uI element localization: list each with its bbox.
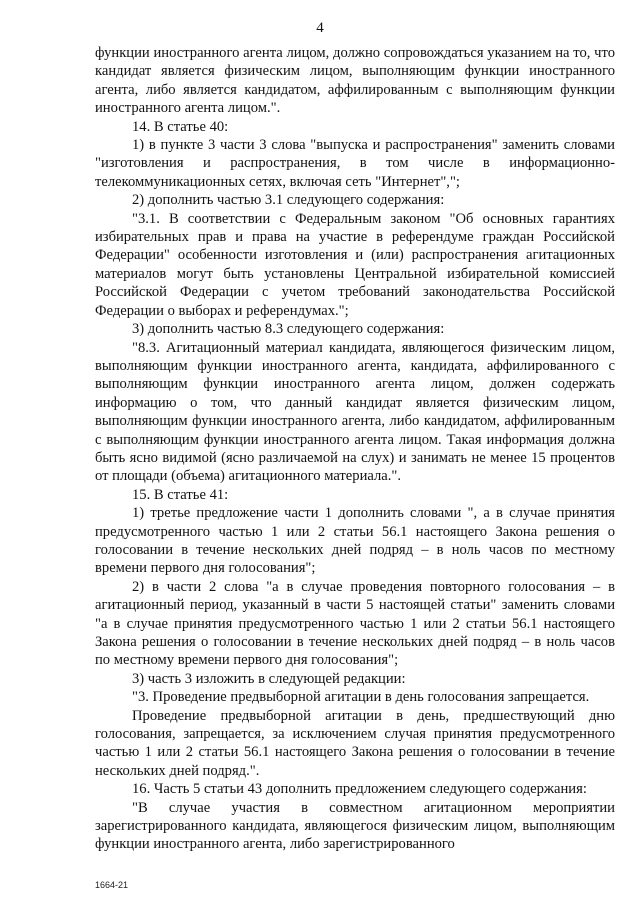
page-number: 4 xyxy=(316,20,324,36)
paragraph: "3.1. В соответствии с Федеральным законом "Об основных гарантиях избирательных прав и права на участие в референдуме граждан Российской Федерации" особенности изготовления и (или) распространения агитационных материалов могут быть установлены Центральной избирательной комиссией Российской Федерации с учетом требований законодательства Российской Федерации о выборах и референдумах."; xyxy=(95,210,615,319)
paragraph: 15. В статье 41: xyxy=(132,486,229,503)
paragraph: 14. В статье 40: xyxy=(132,118,229,135)
document-body xyxy=(95,44,615,854)
paragraph: 2) в части 2 слова "а в случае проведения повторного голосования – в агитационный период, указанный в части 5 настоящей статьи" заменить словами "а в случае принятия предусмотренного частью 1 или 2 статьи 56.1 настоящего Закона решения о голосовании в течение нескольких дней подряд – в ноль часов по местному времени первого дня голосования"; xyxy=(95,578,615,669)
paragraph: 3) часть 3 изложить в следующей редакции: xyxy=(132,670,406,687)
paragraph: "3. Проведение предвыборной агитации в день голосования запрещается. xyxy=(132,689,590,706)
paragraph: 1) третье предложение части 1 дополнить словами ", а в случае принятия предусмотренного частью 1 или 2 статьи 56.1 настоящего Закона решения о голосовании в течение нескольких дней подряд – в ноль часов по местному времени первого дня голосования"; xyxy=(95,505,615,577)
paragraph: 3) дополнить частью 8.3 следующего содержания: xyxy=(132,321,445,338)
paragraph: 1) в пункте 3 части 3 слова "выпуска и распространения" заменить словами "изготовления и распространения, в том числе в информационно-телекоммуникационных сетях, включая сеть "Интернет","; xyxy=(95,137,615,190)
paragraph: "8.3. Агитационный материал кандидата, являющегося физическим лицом, выполняющим функции иностранного агента, кандидата, аффилированного с выполняющим функции иностранного агента лицом, должен содержать информацию о том, что данный кандидат является физическим лицом, выполняющим функции иностранного агента, либо кандидатом, аффилированным с выполняющим функции иностранного агента лицом. Такая информация должна быть ясно видимой (ясно различаемой на слух) и занимать не менее 15 процентов от площади (объема) агитационного материала.". xyxy=(95,339,615,485)
paragraph: Проведение предвыборной агитации в день, предшествующий дню голосования, запрещается, за исключением случая принятия предусмотренного частью 1 или 2 статьи 56.1 настоящего Закона решения о голосовании в течение нескольких дней подряд.". xyxy=(95,707,615,779)
paragraph: функции иностранного агента лицом, должно сопровождаться указанием на то, что кандидат является физическим лицом, выполняющим функции иностранного агента, либо является кандидатом, аффилированным с выполняющим функции иностранного агента лицом.". xyxy=(95,45,615,117)
paragraph: 2) дополнить частью 3.1 следующего содержания: xyxy=(132,192,445,209)
paragraph: "В случае участия в совместном агитационном мероприятии зарегистрированного кандидата, являющегося физическим лицом, выполняющим функции иностранного агента, либо зарегистрированного xyxy=(95,799,615,853)
paragraph: 16. Часть 5 статьи 43 дополнить предложением следующего содержания: xyxy=(132,781,587,798)
footer-code: 1664-21 xyxy=(95,880,129,890)
